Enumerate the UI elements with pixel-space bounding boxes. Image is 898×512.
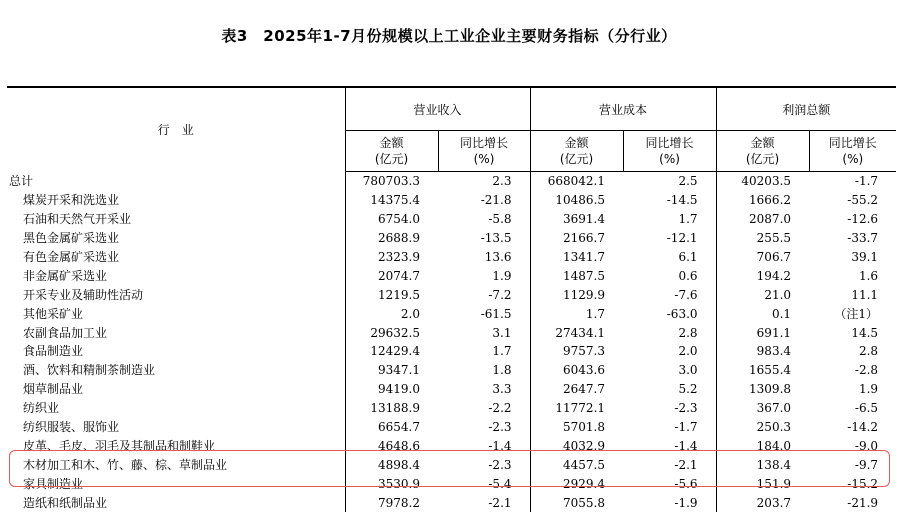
profit-growth-cell: -15.2 — [847, 476, 879, 491]
industry-name: 非金属矿采选业 — [23, 268, 108, 283]
industry-name: 农副食品加工业 — [23, 325, 108, 340]
profit-group-header: 利润总额 — [716, 87, 896, 131]
profit-amount-cell: 255.5 — [716, 229, 809, 248]
table-row — [7, 455, 896, 474]
cost-growth-cell: -1.4 — [674, 438, 698, 453]
cost-growth-cell: -14.5 — [666, 193, 698, 208]
profit-amount-cell: 367.0 — [716, 399, 809, 418]
revenue-growth-cell: 2.3 — [492, 174, 512, 189]
cost-growth-cell: -1.9 — [674, 495, 698, 510]
amount-subheader-unit: (亿元) — [745, 152, 780, 166]
growth-subheader-unit: (%) — [473, 152, 495, 166]
cost-amount-cell: 4457.5 — [530, 455, 623, 474]
revenue-growth-cell: -13.5 — [480, 231, 512, 246]
revenue-growth-cell: -2.3 — [488, 457, 512, 472]
growth-subheader-unit: (%) — [842, 152, 864, 166]
revenue-growth-cell: 3.3 — [492, 382, 512, 397]
revenue-amount-cell: 2688.9 — [345, 229, 438, 248]
cost-amount-cell: 1341.7 — [530, 248, 623, 267]
amount-subheader-unit: (亿元) — [559, 152, 594, 166]
revenue-growth-cell: -5.4 — [488, 476, 512, 491]
cost-amount-cell: 668042.1 — [530, 172, 623, 191]
growth-subheader-unit: (%) — [659, 152, 680, 166]
cost-amount-cell: 4032.9 — [530, 436, 623, 455]
profit-amount-cell: 691.1 — [716, 323, 809, 342]
table-row — [7, 342, 896, 361]
growth-subheader — [809, 131, 896, 172]
table-row — [7, 229, 896, 248]
table-row — [7, 285, 896, 304]
revenue-amount-cell: 6754.0 — [345, 210, 438, 229]
cost-amount-cell: 3691.4 — [530, 210, 623, 229]
profit-amount-cell: 40203.5 — [716, 172, 809, 191]
profit-growth-cell: 39.1 — [851, 250, 879, 264]
profit-amount-cell: 2087.0 — [716, 210, 809, 229]
cost-amount-cell: 6043.6 — [530, 361, 623, 380]
growth-subheader-label: 同比增长 — [828, 136, 877, 150]
revenue-amount-cell: 12429.4 — [345, 342, 438, 361]
revenue-growth-cell: -5.8 — [488, 212, 512, 227]
table-row — [7, 436, 896, 455]
profit-growth-cell: -12.6 — [847, 212, 879, 227]
industry-name: 酒、饮料和精制茶制造业 — [23, 363, 156, 378]
revenue-growth-cell: -2.2 — [488, 401, 512, 416]
industry-name: 纺织业 — [23, 401, 60, 416]
profit-growth-cell: -21.9 — [847, 495, 879, 510]
profit-amount-cell: 250.3 — [716, 418, 809, 437]
amount-subheader-label: 金额 — [379, 136, 404, 150]
profit-growth-cell: -1.7 — [854, 174, 879, 189]
revenue-growth-cell: 1.9 — [492, 268, 512, 283]
amount-subheader — [716, 131, 809, 172]
industry-name: 木材加工和木、竹、藤、棕、草制品业 — [23, 457, 228, 472]
cost-growth-cell: 0.6 — [678, 268, 698, 283]
table-row — [7, 361, 896, 380]
profit-amount-cell: 151.9 — [716, 474, 809, 493]
profit-growth-cell: -55.2 — [847, 193, 879, 208]
revenue-growth-cell: 3.1 — [492, 325, 512, 340]
revenue-growth-cell: -61.5 — [480, 306, 512, 321]
cost-amount-cell: 7055.8 — [530, 493, 623, 512]
profit-amount-cell: 1309.8 — [716, 380, 809, 399]
industry-name: 食品制造业 — [23, 344, 84, 359]
revenue-growth-cell: -21.8 — [480, 193, 512, 208]
revenue-amount-cell: 780703.3 — [345, 172, 438, 191]
revenue-amount-cell: 6654.7 — [345, 418, 438, 437]
table-row — [7, 304, 896, 323]
profit-growth-cell: -33.7 — [847, 231, 879, 246]
cost-growth-cell: -7.6 — [674, 287, 698, 302]
cost-growth-cell: -2.1 — [674, 457, 698, 472]
cost-amount-cell: 11772.1 — [530, 399, 623, 418]
cost-growth-cell: -63.0 — [666, 306, 698, 321]
cost-amount-cell: 2929.4 — [530, 474, 623, 493]
profit-growth-cell: 14.5 — [851, 325, 879, 340]
cost-growth-cell: 6.1 — [678, 250, 698, 264]
profit-growth-cell: -6.5 — [854, 401, 879, 416]
industry-name: 其他采矿业 — [23, 306, 84, 321]
revenue-amount-cell: 29632.5 — [345, 323, 438, 342]
profit-amount-cell: 983.4 — [716, 342, 809, 361]
revenue-growth-cell: -1.4 — [488, 438, 512, 453]
cost-amount-cell: 27434.1 — [530, 323, 623, 342]
revenue-growth-cell: -2.1 — [488, 495, 512, 510]
cost-growth-cell: 1.7 — [678, 212, 698, 227]
cost-amount-cell: 5701.8 — [530, 418, 623, 437]
cost-growth-cell: -2.3 — [674, 401, 698, 416]
table-row — [7, 191, 896, 210]
cost-amount-cell: 1129.9 — [530, 285, 623, 304]
profit-amount-cell: 1666.2 — [716, 191, 809, 210]
revenue-amount-cell: 14375.4 — [345, 191, 438, 210]
cost-amount-cell: 9757.3 — [530, 342, 623, 361]
profit-amount-cell: 1655.4 — [716, 361, 809, 380]
revenue-amount-cell: 4648.6 — [345, 436, 438, 455]
industry-name: 总计 — [9, 174, 34, 189]
cost-growth-cell: 2.0 — [678, 344, 698, 359]
industry-name: 皮革、毛皮、羽毛及其制品和制鞋业 — [23, 438, 216, 453]
profit-amount-cell: 0.1 — [716, 304, 809, 323]
cost-group-header: 营业成本 — [530, 87, 716, 131]
revenue-growth-cell: 13.6 — [484, 250, 512, 264]
revenue-amount-cell: 2074.7 — [345, 266, 438, 285]
industry-column-header: 行 业 — [7, 87, 345, 172]
table-row — [7, 172, 896, 191]
revenue-amount-cell: 9419.0 — [345, 380, 438, 399]
industry-name: 纺织服装、服饰业 — [23, 420, 120, 435]
profit-amount-cell: 203.7 — [716, 493, 809, 512]
profit-growth-cell: 1.6 — [858, 268, 879, 283]
table-row — [7, 399, 896, 418]
growth-subheader-label: 同比增长 — [460, 136, 509, 150]
cost-growth-cell: -5.6 — [674, 476, 698, 491]
profit-growth-cell: 2.8 — [858, 344, 879, 359]
revenue-amount-cell: 3530.9 — [345, 474, 438, 493]
cost-amount-cell: 10486.5 — [530, 191, 623, 210]
profit-growth-cell: 11.1 — [851, 287, 879, 302]
industry-name: 石油和天然气开采业 — [23, 212, 132, 227]
table-row — [7, 380, 896, 399]
cost-growth-cell: 2.8 — [678, 325, 698, 340]
cost-growth-cell: 2.5 — [678, 174, 698, 189]
cost-amount-cell: 1487.5 — [530, 266, 623, 285]
revenue-growth-cell: -2.3 — [488, 420, 512, 435]
cost-amount-cell: 1.7 — [530, 304, 623, 323]
amount-subheader-label: 金额 — [750, 136, 775, 150]
growth-subheader — [623, 131, 716, 172]
profit-growth-cell: -9.7 — [854, 457, 879, 472]
revenue-amount-cell: 2323.9 — [345, 248, 438, 267]
revenue-growth-cell: 1.7 — [492, 344, 512, 359]
cost-growth-cell: 5.2 — [678, 382, 698, 397]
profit-growth-cell: -2.8 — [854, 363, 879, 378]
profit-amount-cell: 184.0 — [716, 436, 809, 455]
profit-growth-cell: -14.2 — [847, 420, 879, 435]
industry-name: 家具制造业 — [23, 476, 84, 491]
table-row — [7, 210, 896, 229]
table-title: 表3 2025年1-7月份规模以上工业企业主要财务指标（分行业） — [221, 27, 677, 45]
growth-subheader — [438, 131, 530, 172]
profit-growth-cell: （注1） — [834, 306, 879, 321]
revenue-amount-cell: 1219.5 — [345, 285, 438, 304]
amount-subheader-label: 金额 — [564, 136, 589, 150]
cost-amount-cell: 2166.7 — [530, 229, 623, 248]
table-row — [7, 266, 896, 285]
revenue-amount-cell: 13188.9 — [345, 399, 438, 418]
profit-amount-cell: 21.0 — [716, 285, 809, 304]
financial-indicators-table — [7, 86, 896, 512]
industry-name: 烟草制品业 — [23, 382, 84, 397]
profit-growth-cell: 1.9 — [858, 382, 879, 397]
industry-name: 开采专业及辅助性活动 — [23, 287, 144, 302]
cost-growth-cell: -1.7 — [674, 420, 698, 435]
table-row — [7, 493, 896, 512]
revenue-amount-cell: 7978.2 — [345, 493, 438, 512]
amount-subheader — [345, 131, 438, 172]
table-row — [7, 248, 896, 267]
cost-growth-cell: 3.0 — [678, 363, 698, 378]
profit-growth-cell: -9.0 — [854, 438, 879, 453]
revenue-group-header: 营业收入 — [345, 87, 530, 131]
industry-name: 黑色金属矿采选业 — [23, 231, 120, 246]
revenue-amount-cell: 4898.4 — [345, 455, 438, 474]
table-row — [7, 323, 896, 342]
revenue-growth-cell: 1.8 — [492, 363, 512, 378]
revenue-amount-cell: 9347.1 — [345, 361, 438, 380]
table-row — [7, 418, 896, 437]
cost-amount-cell: 2647.7 — [530, 380, 623, 399]
profit-amount-cell: 706.7 — [716, 248, 809, 267]
amount-subheader — [530, 131, 623, 172]
table-row — [7, 474, 896, 493]
industry-name: 有色金属矿采选业 — [23, 250, 120, 264]
revenue-amount-cell: 2.0 — [345, 304, 438, 323]
industry-name: 煤炭开采和洗选业 — [23, 193, 120, 208]
amount-subheader-unit: (亿元) — [374, 152, 409, 166]
revenue-growth-cell: -7.2 — [488, 287, 512, 302]
profit-amount-cell: 194.2 — [716, 266, 809, 285]
growth-subheader-label: 同比增长 — [645, 136, 694, 150]
industry-name: 造纸和纸制品业 — [23, 495, 108, 510]
profit-amount-cell: 138.4 — [716, 455, 809, 474]
cost-growth-cell: -12.1 — [666, 231, 698, 246]
